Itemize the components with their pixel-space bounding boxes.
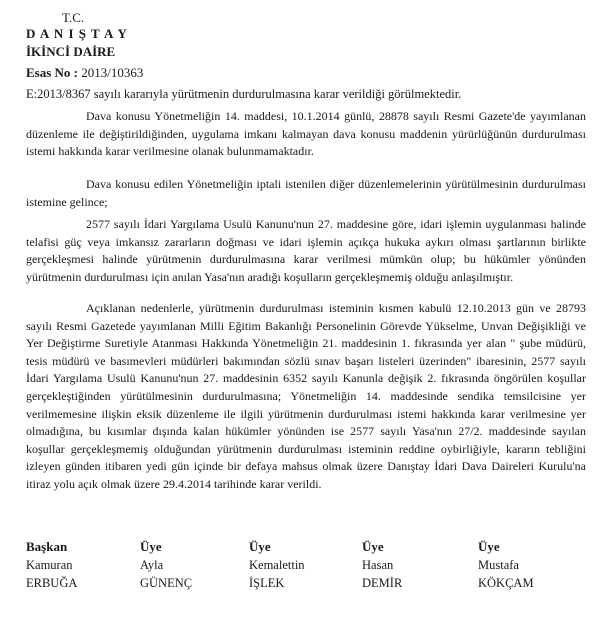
signature-member-1 — [140, 538, 240, 592]
case-number-label: Esas No : — [26, 65, 79, 80]
paragraph-4: Açıklanan nedenlerle, yürütmenin durdurulması isteminin kısmen kabulü 12.10.2013 gün ve 28793 sayılı Resmi Gazetede yayımlanan Milli Eğitim Bakanlığı Personelinin Görevde Yükselme, Unvan Değişikliği ve Yer Değiştirme Suretiyle Atanması Hakkında Yönetmeliğin 21. maddesinin 1. fıkrasında yer alan " şube müdürü, tesis müdürü ve basımevleri müdürleri bakımından sözlü sınav başarı listeleri üzerinden" ibaresinin, 2577 sayılı İdari Yargılama Usulü Kanunu'nun 27. maddesinin 6352 sayılı Kanunla değişik 2. fıkrasında öngörülen koşullar gerçekleştiğinden yürütülmesinin durdurulmasına; Yönetmeliğin 14. maddesinde sendika temsilcisine yer verilmemesine ilişkin eksik düzenleme ile ilgili yürütmenin durdurulması istemi hakkında karar verilmesine yer olmadığına, bu kısımlar dışında kalan hükümler yönünden ise 2577 sayılı Yasa'nın 27/2. maddesinde sayılan koşullar gerçekleşmemiş olduğundan yürütmenin durdurulması isteminin reddine oybirliğiyle, kararın tebliğini izleyen günden itibaren yedi gün içinde bir defaya mahsus olmak üzere Danıştay İdari Dava Daireleri Kurulu'na itiraz yolu açık olmak üzere 29.4.2014 tarihinde karar verildi. — [26, 301, 586, 491]
signature-first-name: Ayla — [140, 558, 164, 572]
signature-role: Üye — [362, 539, 384, 554]
signature-first-name: Kamuran — [26, 558, 73, 572]
tc-heading: T.C. — [62, 10, 85, 25]
chamber-name: İKİNCİ DAİRE — [26, 44, 116, 59]
paragraph-3: 2577 sayılı İdari Yargılama Usulü Kanunu'nun 27. maddesine göre, idari işlemin uygulanması halinde telafisi güç veya imkansız zararların doğması ve idari işlemin açıkça hukuka aykırı olması şartlarının birlikte gerçekleşmesi halinde yürütmenin durdurulmasına karar verilmesi mümkün olup; bu hükümler yönünden yürütmenin durdurulması için anılan Yasa'nın aradığı koşulların gerçekleşmemiş olduğu anlaşılmıştır. — [26, 217, 586, 284]
signature-member-3 — [362, 538, 462, 592]
paragraph-2: Dava konusu edilen Yönetmeliğin iptali istenilen diğer düzenlemelerinin yürütülmesinin durdurulması istemine gelince; — [26, 177, 586, 209]
signature-role: Üye — [249, 539, 271, 554]
court-name: D A N I Ş T A Y — [26, 26, 128, 41]
signature-last-name: ERBUĞA — [26, 576, 78, 590]
signature-member-4 — [478, 538, 578, 592]
case-number — [26, 65, 143, 81]
reference-line: E:2013/8367 sayılı kararıyla yürütmenin durdurulmasına karar verildiği görülmektedir. — [26, 87, 462, 101]
signature-chair — [26, 538, 126, 592]
signature-first-name: Hasan — [362, 558, 394, 572]
signature-member-2 — [249, 538, 349, 592]
signature-last-name: DEMİR — [362, 576, 403, 590]
signature-last-name: GÜNENÇ — [140, 576, 193, 590]
paragraph-1: Dava konusu Yönetmeliğin 14. maddesi, 10.1.2014 günlü, 28878 sayılı Resmi Gazete'de yayımlanan düzenleme ile değiştirildiğinden, uygulama imkanı kalmayan dava konusu maddenin yürürlüğünün durdurulması istemi hakkında karar verilmesine olanak bulunmamaktadır. — [26, 109, 586, 159]
signature-first-name: Mustafa — [478, 558, 519, 572]
signature-last-name: İŞLEK — [249, 576, 285, 590]
signature-first-name: Kemalettin — [249, 558, 305, 572]
signature-role: Başkan — [26, 539, 68, 554]
signature-role: Üye — [478, 539, 500, 554]
signature-last-name: KÖKÇAM — [478, 576, 534, 590]
signature-role: Üye — [140, 539, 162, 554]
case-number-value: 2013/10363 — [81, 65, 144, 80]
